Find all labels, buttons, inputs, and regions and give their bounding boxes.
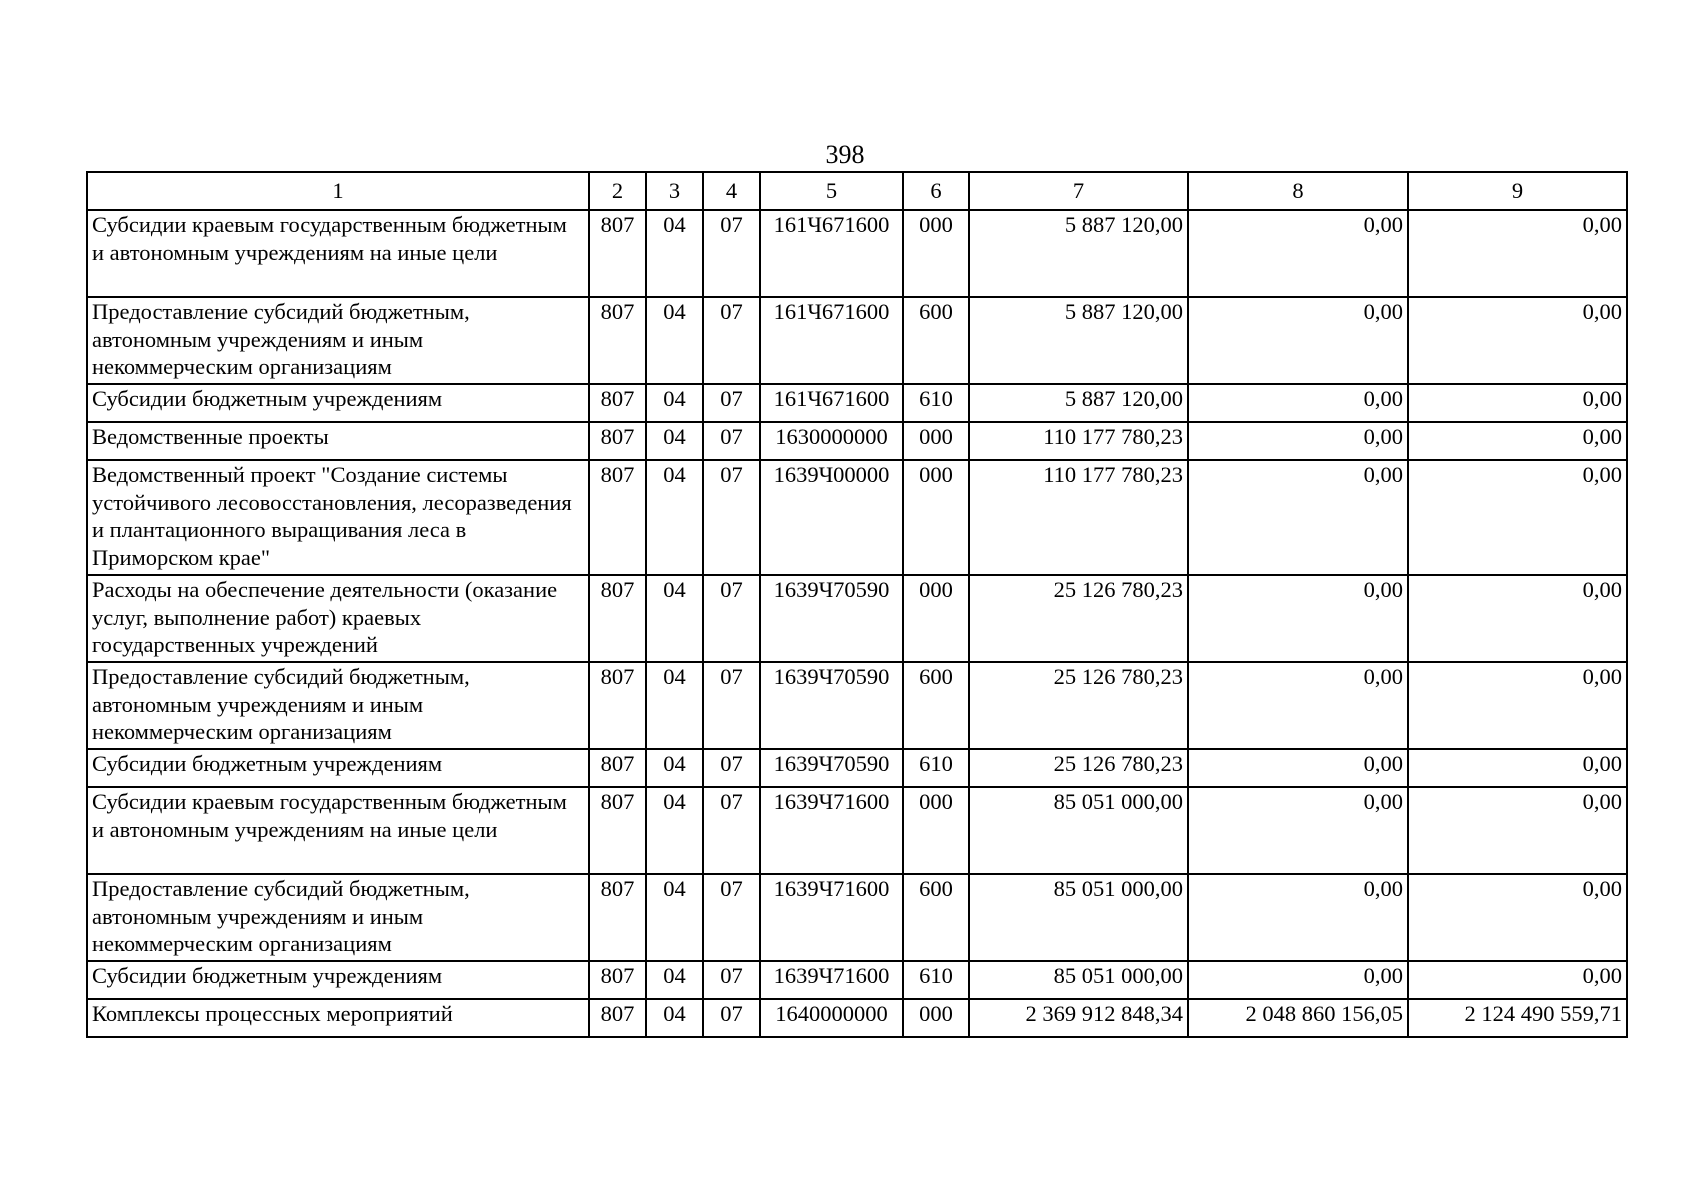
table-row xyxy=(87,460,1627,575)
cell-col9: 0,00 xyxy=(1408,874,1627,961)
cell-col4: 07 xyxy=(703,422,760,460)
header-row xyxy=(87,172,1627,210)
cell-col9: 0,00 xyxy=(1408,297,1627,384)
cell-col6: 000 xyxy=(903,460,969,575)
cell-col6: 600 xyxy=(903,297,969,384)
column-header-9: 9 xyxy=(1408,172,1627,210)
column-header-4: 4 xyxy=(703,172,760,210)
column-header-3: 3 xyxy=(646,172,703,210)
cell-col4: 07 xyxy=(703,999,760,1037)
cell-col3: 04 xyxy=(646,422,703,460)
cell-col7: 25 126 780,23 xyxy=(969,749,1188,787)
cell-col2: 807 xyxy=(589,575,646,662)
cell-col6: 610 xyxy=(903,384,969,422)
cell-col8: 0,00 xyxy=(1188,422,1408,460)
cell-col8: 0,00 xyxy=(1188,210,1408,297)
cell-col6: 600 xyxy=(903,662,969,749)
cell-col2: 807 xyxy=(589,787,646,874)
cell-col4: 07 xyxy=(703,460,760,575)
cell-col7: 25 126 780,23 xyxy=(969,575,1188,662)
cell-col9: 0,00 xyxy=(1408,384,1627,422)
row-name: Субсидии краевым государственным бюджетным и автономным учреждениям на иные цели xyxy=(87,787,589,874)
cell-col2: 807 xyxy=(589,297,646,384)
column-header-6: 6 xyxy=(903,172,969,210)
cell-col2: 807 xyxy=(589,874,646,961)
row-name: Предоставление субсидий бюджетным, автономным учреждениям и иным некоммерческим организациям xyxy=(87,662,589,749)
table-row xyxy=(87,749,1627,787)
cell-col4: 07 xyxy=(703,575,760,662)
row-name: Ведомственные проекты xyxy=(87,422,589,460)
cell-col2: 807 xyxy=(589,384,646,422)
cell-col8: 0,00 xyxy=(1188,575,1408,662)
column-header-7: 7 xyxy=(969,172,1188,210)
page-number: 398 xyxy=(825,140,865,169)
budget-table xyxy=(86,171,1628,1038)
cell-col7: 110 177 780,23 xyxy=(969,460,1188,575)
cell-col5: 1639Ч71600 xyxy=(760,961,903,999)
cell-col9: 0,00 xyxy=(1408,575,1627,662)
cell-col9: 0,00 xyxy=(1408,749,1627,787)
cell-col3: 04 xyxy=(646,210,703,297)
cell-col9: 0,00 xyxy=(1408,787,1627,874)
cell-col3: 04 xyxy=(646,874,703,961)
cell-col2: 807 xyxy=(589,422,646,460)
table-row xyxy=(87,874,1627,961)
cell-col5: 1639Ч71600 xyxy=(760,787,903,874)
cell-col7: 5 887 120,00 xyxy=(969,384,1188,422)
cell-col8: 0,00 xyxy=(1188,460,1408,575)
cell-col4: 07 xyxy=(703,874,760,961)
table-row xyxy=(87,575,1627,662)
cell-col2: 807 xyxy=(589,662,646,749)
cell-col7: 85 051 000,00 xyxy=(969,961,1188,999)
table-row xyxy=(87,210,1627,297)
cell-col4: 07 xyxy=(703,297,760,384)
table-row xyxy=(87,787,1627,874)
cell-col6: 610 xyxy=(903,749,969,787)
cell-col4: 07 xyxy=(703,961,760,999)
cell-col4: 07 xyxy=(703,210,760,297)
cell-col8: 0,00 xyxy=(1188,662,1408,749)
cell-col9: 2 124 490 559,71 xyxy=(1408,999,1627,1037)
cell-col5: 161Ч671600 xyxy=(760,384,903,422)
column-header-8: 8 xyxy=(1188,172,1408,210)
cell-col9: 0,00 xyxy=(1408,961,1627,999)
cell-col3: 04 xyxy=(646,749,703,787)
cell-col9: 0,00 xyxy=(1408,460,1627,575)
cell-col6: 600 xyxy=(903,874,969,961)
cell-col7: 5 887 120,00 xyxy=(969,210,1188,297)
cell-col5: 161Ч671600 xyxy=(760,210,903,297)
cell-col5: 1630000000 xyxy=(760,422,903,460)
cell-col2: 807 xyxy=(589,210,646,297)
cell-col8: 2 048 860 156,05 xyxy=(1188,999,1408,1037)
cell-col8: 0,00 xyxy=(1188,384,1408,422)
cell-col7: 2 369 912 848,34 xyxy=(969,999,1188,1037)
cell-col5: 1639Ч70590 xyxy=(760,749,903,787)
cell-col6: 000 xyxy=(903,422,969,460)
table-row xyxy=(87,961,1627,999)
cell-col4: 07 xyxy=(703,662,760,749)
table-row xyxy=(87,999,1627,1037)
cell-col3: 04 xyxy=(646,662,703,749)
column-header-2: 2 xyxy=(589,172,646,210)
cell-col5: 161Ч671600 xyxy=(760,297,903,384)
cell-col6: 000 xyxy=(903,210,969,297)
cell-col3: 04 xyxy=(646,460,703,575)
cell-col9: 0,00 xyxy=(1408,662,1627,749)
cell-col6: 000 xyxy=(903,999,969,1037)
row-name: Субсидии краевым государственным бюджетным и автономным учреждениям на иные цели xyxy=(87,210,589,297)
cell-col7: 85 051 000,00 xyxy=(969,874,1188,961)
cell-col5: 1639Ч70590 xyxy=(760,662,903,749)
row-name: Комплексы процессных мероприятий xyxy=(87,999,589,1037)
column-header-1: 1 xyxy=(87,172,589,210)
cell-col4: 07 xyxy=(703,749,760,787)
cell-col9: 0,00 xyxy=(1408,210,1627,297)
cell-col5: 1640000000 xyxy=(760,999,903,1037)
cell-col9: 0,00 xyxy=(1408,422,1627,460)
cell-col2: 807 xyxy=(589,999,646,1037)
cell-col4: 07 xyxy=(703,384,760,422)
row-name: Субсидии бюджетным учреждениям xyxy=(87,961,589,999)
cell-col7: 25 126 780,23 xyxy=(969,662,1188,749)
row-name: Расходы на обеспечение деятельности (оказание услуг, выполнение работ) краевых государственных учреждений xyxy=(87,575,589,662)
cell-col4: 07 xyxy=(703,787,760,874)
cell-col8: 0,00 xyxy=(1188,749,1408,787)
row-name: Субсидии бюджетным учреждениям xyxy=(87,384,589,422)
cell-col6: 000 xyxy=(903,787,969,874)
cell-col7: 85 051 000,00 xyxy=(969,787,1188,874)
row-name: Ведомственный проект "Создание системы устойчивого лесовосстановления, лесоразведения и плантационного выращивания леса в Приморском крае" xyxy=(87,460,589,575)
column-header-5: 5 xyxy=(760,172,903,210)
row-name: Субсидии бюджетным учреждениям xyxy=(87,749,589,787)
cell-col3: 04 xyxy=(646,999,703,1037)
cell-col6: 610 xyxy=(903,961,969,999)
cell-col2: 807 xyxy=(589,961,646,999)
cell-col7: 110 177 780,23 xyxy=(969,422,1188,460)
table-row xyxy=(87,384,1627,422)
table-row xyxy=(87,662,1627,749)
cell-col5: 1639Ч70590 xyxy=(760,575,903,662)
cell-col3: 04 xyxy=(646,787,703,874)
cell-col3: 04 xyxy=(646,384,703,422)
cell-col8: 0,00 xyxy=(1188,874,1408,961)
cell-col7: 5 887 120,00 xyxy=(969,297,1188,384)
table-row xyxy=(87,422,1627,460)
cell-col6: 000 xyxy=(903,575,969,662)
cell-col3: 04 xyxy=(646,575,703,662)
row-name: Предоставление субсидий бюджетным, автономным учреждениям и иным некоммерческим организациям xyxy=(87,297,589,384)
table-row xyxy=(87,297,1627,384)
cell-col8: 0,00 xyxy=(1188,961,1408,999)
cell-col3: 04 xyxy=(646,297,703,384)
cell-col5: 1639Ч00000 xyxy=(760,460,903,575)
cell-col8: 0,00 xyxy=(1188,297,1408,384)
cell-col8: 0,00 xyxy=(1188,787,1408,874)
cell-col2: 807 xyxy=(589,749,646,787)
row-name: Предоставление субсидий бюджетным, автономным учреждениям и иным некоммерческим организациям xyxy=(87,874,589,961)
cell-col5: 1639Ч71600 xyxy=(760,874,903,961)
cell-col2: 807 xyxy=(589,460,646,575)
cell-col3: 04 xyxy=(646,961,703,999)
